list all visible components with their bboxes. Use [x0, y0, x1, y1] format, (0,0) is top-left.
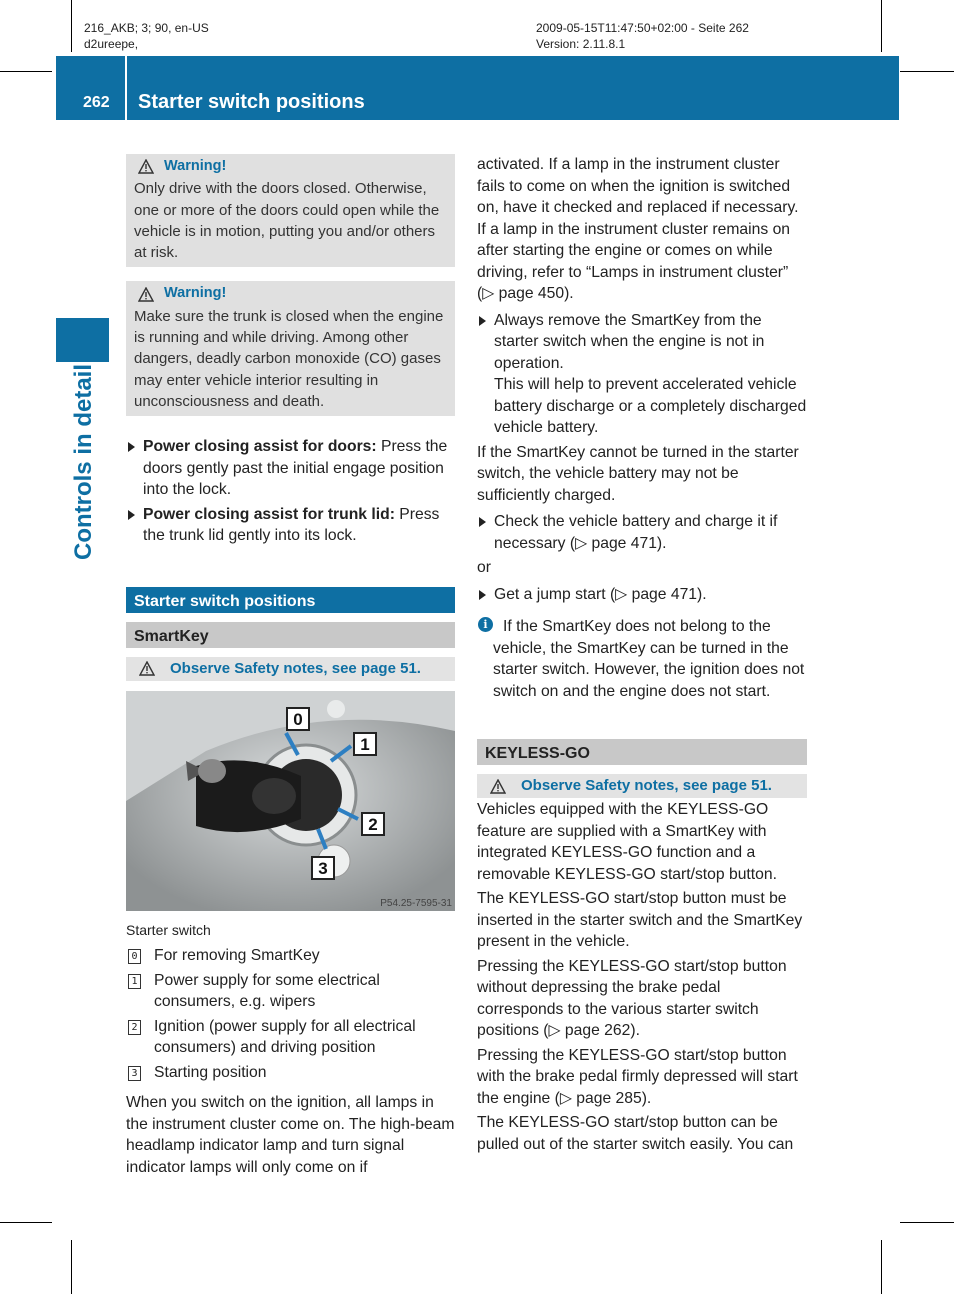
legend-item — [126, 1016, 455, 1059]
info-text: If the SmartKey does not belong to the vehicle, the SmartKey can be turned in the starter switch. However, the ignition does not switch on and the engine does not start. — [493, 618, 805, 700]
starter-switch-illustration — [126, 691, 455, 911]
crop-mark — [881, 0, 882, 52]
side-tab-title: Controls in detail — [70, 363, 97, 561]
list-item — [126, 504, 455, 547]
legend-key: 3 — [128, 1066, 141, 1081]
bullet-subtext: This will help to prevent accelerated vehicle battery discharge or a completely discharged vehicle battery. — [494, 376, 807, 436]
bullet-bold: Power closing assist for doors: — [143, 438, 377, 456]
legend-text: Starting position — [154, 1063, 267, 1081]
section-heading: Starter switch positions — [126, 587, 455, 613]
bullet-text: Press the trunk lid gently into its lock. — [143, 505, 440, 545]
subsection-heading: KEYLESS-GO — [477, 739, 807, 765]
warning-heading — [134, 283, 447, 304]
body-paragraph: or — [477, 559, 491, 576]
legend-key: 1 — [128, 974, 141, 989]
meta-left-line1: 216_AKB; 3; 90, en-US — [84, 21, 209, 35]
legend-item — [126, 945, 455, 967]
starter-switch-image — [126, 691, 455, 911]
subsection-heading: SmartKey — [126, 622, 455, 648]
crop-mark — [900, 1222, 954, 1223]
image-label: 2 — [368, 814, 378, 834]
page-number: 262 — [83, 94, 110, 111]
body-paragraph: Pressing the KEYLESS-GO start/stop button without depressing the brake pedal corresponds to the various starter switch positions (▷ page 262). — [477, 957, 787, 1039]
legend-text: Ignition (power supply for all electrical consumers) and driving position — [154, 1017, 416, 1057]
list-item — [477, 511, 807, 554]
side-tab — [56, 352, 112, 572]
image-label: 1 — [360, 734, 370, 754]
body-paragraph: When you switch on the ignition, all lamps in the instrument cluster come on. The high-beam headlamp indicator lamp and turn signal indicator lamps will only come on if — [126, 1094, 455, 1176]
meta-left — [84, 20, 209, 52]
warning-icon — [138, 287, 154, 302]
warning-icon — [139, 661, 155, 676]
bullet-text: Always remove the SmartKey from the starter switch when the engine is not in operation. — [494, 311, 765, 372]
body-paragraph: activated. If a lamp in the instrument cluster fails to come on when the ignition is switched on, have it checked and replaced if necessary. If a lamp in the instrument cluster remains on after starting the engine or comes on while driving, refer to “Lamps in instrument cluster” (▷ page 450). — [477, 156, 799, 302]
warning-heading-text: Warning! — [164, 285, 227, 302]
crop-mark — [900, 71, 954, 72]
crop-mark — [0, 1222, 52, 1223]
image-label: 3 — [318, 858, 328, 878]
body-paragraph: The KEYLESS-GO start/stop button can be pulled out of the starter switch easily. You can — [477, 1114, 794, 1153]
bullet-text: Check the vehicle battery and charge it if necessary (▷ page 471). — [494, 513, 778, 552]
warning-box — [126, 281, 455, 416]
legend-item — [126, 970, 455, 1013]
crop-mark — [0, 71, 52, 72]
body-paragraph: Pressing the KEYLESS-GO start/stop button with the brake pedal firmly depressed will start the engine (▷ page 285). — [477, 1046, 798, 1107]
bullet-bold: Power closing assist for trunk lid: — [143, 505, 395, 523]
info-note — [477, 616, 807, 702]
body-paragraph: If the SmartKey cannot be turned in the starter switch, the vehicle battery may not be sufficiently charged. — [477, 443, 799, 504]
left-column — [126, 154, 455, 1181]
header-divider — [125, 56, 127, 120]
warning-text: Make sure the trunk is closed when the engine is running and while driving. Among other dangers, deadly carbon monoxide (CO) gases may enter vehicle interior resulting in unconsciousness and death. — [134, 307, 444, 410]
list-item — [126, 436, 455, 501]
warning-heading-text: Warning! — [164, 158, 227, 174]
legend-text: Power supply for some electrical consumers, e.g. wipers — [154, 971, 380, 1011]
warning-heading — [134, 156, 447, 177]
image-label: 0 — [293, 709, 303, 729]
right-column — [477, 154, 807, 1158]
legend-item — [126, 1062, 455, 1084]
page-title: Starter switch positions — [138, 91, 365, 113]
list-item — [477, 584, 807, 606]
bullet-text: Get a jump start (▷ page 471). — [494, 585, 707, 603]
image-caption: Starter switch — [126, 921, 211, 938]
crop-mark — [71, 0, 72, 52]
body-paragraph: The KEYLESS-GO start/stop button must be inserted in the starter switch and the SmartKey present in the vehicle. — [477, 890, 803, 950]
legend-key: 2 — [128, 1020, 141, 1035]
crop-mark — [71, 1240, 72, 1294]
safety-note-text: Observe Safety notes, see page 51. — [170, 660, 421, 678]
meta-right-line2: Version: 2.11.8.1 — [536, 37, 626, 51]
image-code: P54.25-7595-31 — [380, 897, 452, 909]
warning-icon — [490, 779, 506, 794]
crop-mark — [881, 1240, 882, 1294]
legend-text: For removing SmartKey — [154, 947, 320, 965]
safety-note-text: Observe Safety notes, see page 51. — [521, 777, 772, 795]
warning-box — [126, 154, 455, 267]
warning-icon — [138, 159, 154, 174]
warning-text: Only drive with the doors closed. Otherwise, one or more of the doors could open while the vehicle is in motion, putting you and/or others at risk. — [134, 180, 440, 262]
safety-note[interactable] — [477, 774, 807, 798]
bullet-text: Press the doors gently past the initial engage position into the lock. — [143, 438, 448, 499]
legend-key: 0 — [128, 949, 141, 964]
meta-right — [536, 20, 749, 52]
body-paragraph: Vehicles equipped with the KEYLESS-GO feature are supplied with a SmartKey with integrated KEYLESS-GO function and a removable KEYLESS-GO start/stop button. — [477, 801, 777, 883]
meta-left-line2: d2ureepe, — [84, 37, 139, 51]
info-icon: i — [478, 617, 493, 632]
meta-right-line1: 2009-05-15T11:47:50+02:00 - Seite 262 — [536, 21, 749, 35]
list-item — [477, 310, 807, 439]
safety-note[interactable] — [126, 657, 455, 681]
